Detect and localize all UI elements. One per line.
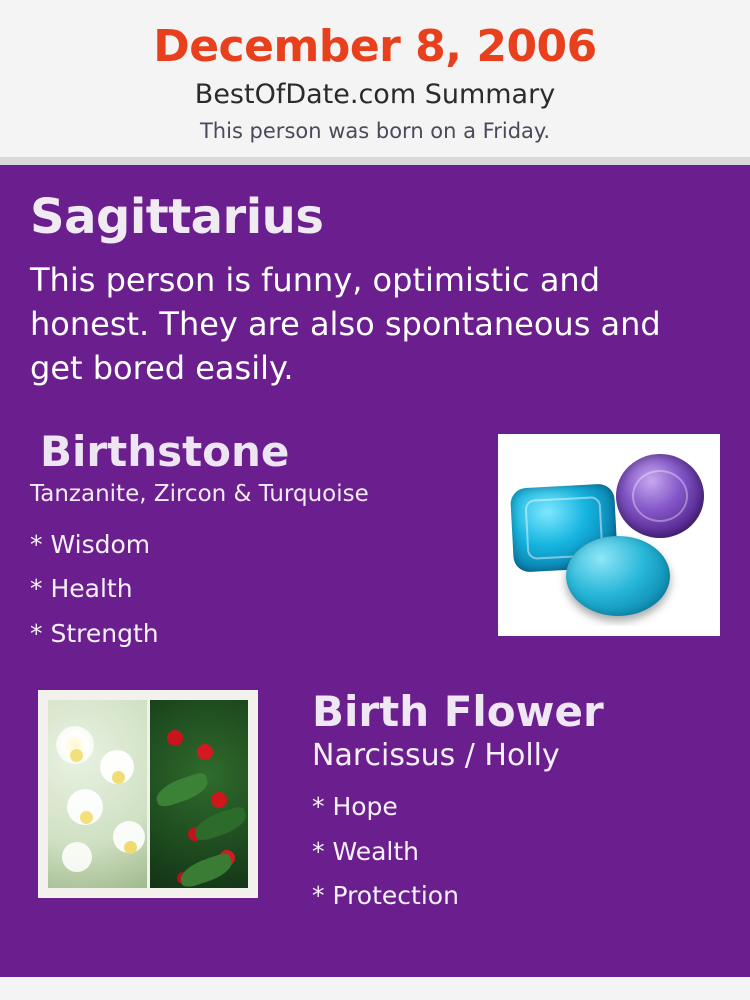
list-item: * Hope — [312, 792, 398, 822]
list-item: * Protection — [312, 881, 459, 911]
birthstone-names: Tanzanite, Zircon & Turquoise — [30, 480, 369, 507]
birthstone-traits-list — [30, 523, 480, 657]
site-summary-label: BestOfDate.com Summary — [194, 79, 556, 111]
list-item: * Wealth — [312, 836, 419, 866]
page-title: December 8, 2006 — [153, 21, 597, 72]
page-header — [0, 0, 750, 157]
turquoise-gem-icon — [566, 536, 670, 616]
list-item: * Wisdom — [30, 529, 151, 559]
birth-flower-section — [30, 687, 720, 920]
list-item: * Health — [30, 574, 133, 604]
birthstone-gems-photo-inner — [508, 444, 710, 626]
birthstone-text-group — [30, 427, 480, 656]
birth-flower-text-group — [280, 687, 720, 919]
birthstone-gems-photo — [498, 434, 720, 636]
header-divider — [0, 157, 750, 165]
zodiac-sign-title: Sagittarius — [30, 189, 324, 246]
birth-flower-names: Narcissus / Holly — [312, 738, 560, 774]
birth-flower-title: Birth Flower — [312, 687, 604, 737]
tanzanite-gem-icon — [616, 454, 704, 538]
birthstone-title: Birthstone — [40, 427, 290, 477]
narcissus-flower-image — [48, 700, 147, 888]
birth-flower-photo — [38, 690, 258, 898]
birthstone-section — [30, 427, 720, 656]
birth-flower-photo-inner — [48, 700, 248, 888]
birth-flower-traits-list — [280, 785, 720, 919]
zodiac-panel — [0, 165, 750, 977]
zodiac-description: This person is funny, optimistic and honest. They are also spontaneous and get bored easily. — [30, 260, 661, 388]
birth-weekday-note: This person was born on a Friday. — [199, 119, 551, 144]
holly-plant-image — [147, 700, 249, 888]
list-item: * Strength — [30, 618, 159, 648]
